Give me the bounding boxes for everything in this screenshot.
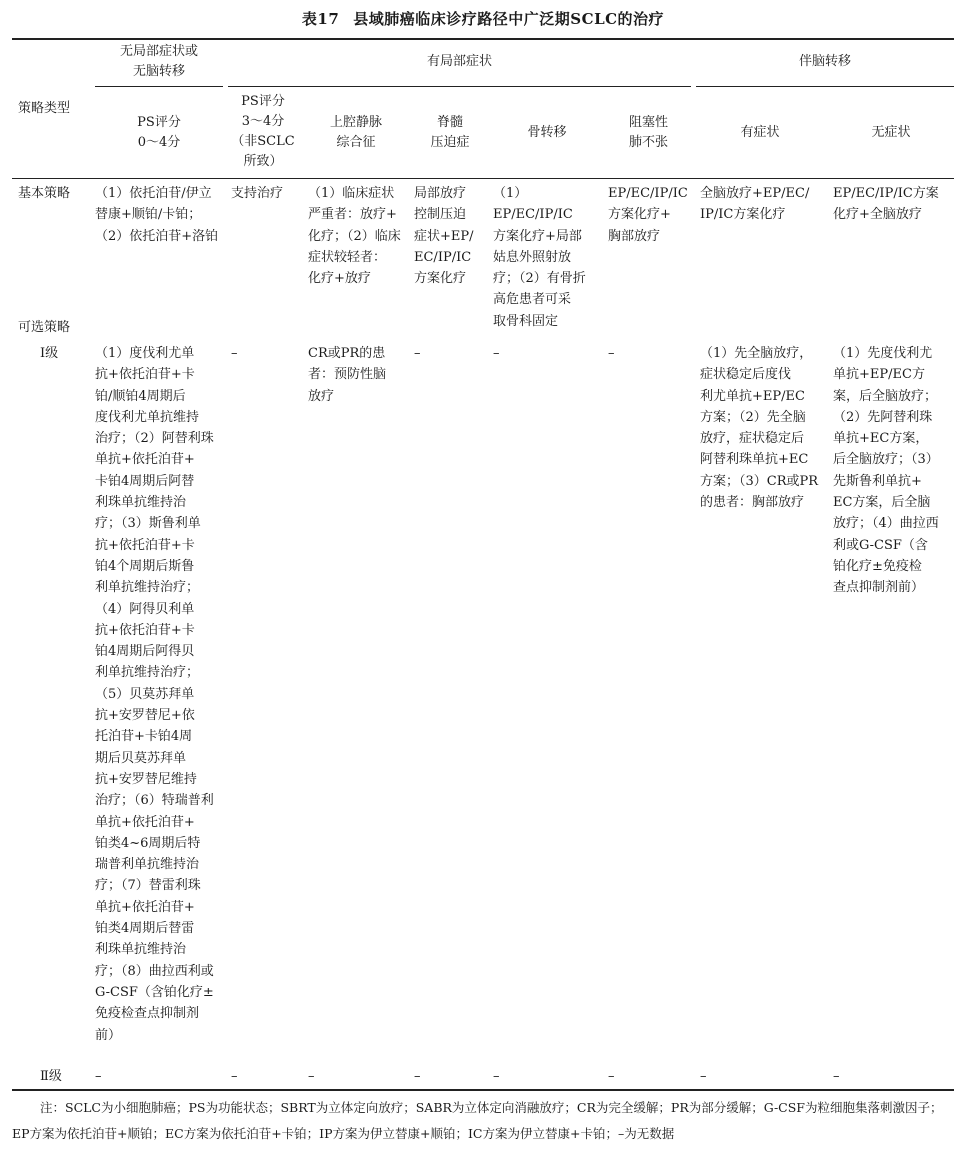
cell-line: 无症状 — [871, 125, 911, 140]
header-group-no-symptom — [95, 42, 223, 82]
cell-line: 利珠单抗维持治 — [95, 942, 187, 958]
cell-line: （1）先度伐利尤 — [833, 346, 933, 361]
level1-ps04 — [95, 343, 225, 1046]
cell-line: 疗；（2）有骨折 — [493, 271, 586, 287]
header-col-symptomatic — [696, 123, 824, 143]
header-group-brain: 伴脑转移 — [798, 54, 851, 69]
cell-line: 疗；（7）替雷利珠 — [95, 878, 201, 894]
cell-line: 查点抑制剂前） — [833, 580, 925, 596]
cell-line: 替康+顺铂/卡铂； — [95, 207, 202, 223]
cell-line: 利单抗维持治疗； — [95, 665, 200, 681]
cell-line: 放疗；（4）曲拉西 — [833, 516, 939, 532]
cell-line: – — [414, 346, 421, 361]
cell-line: IP/IC方案化疗 — [700, 207, 786, 223]
header-col-asymptomatic — [828, 123, 954, 143]
cell-line: 有症状 — [740, 125, 780, 140]
cell-line: – — [493, 346, 500, 361]
row-label-basic: 基本策略 — [18, 186, 71, 201]
cell-line: （4）阿得贝利单 — [95, 601, 195, 617]
cell-line: 疗；（8）曲拉西利或 — [95, 963, 214, 979]
level1-symptomatic — [700, 343, 828, 513]
table-footnote: 注：SCLC为小细胞肺癌；PS为功能状态；SBRT为立体定向放疗；SABR为立体定向消融放疗；CR为完全缓解；PR为部分缓解；G-CSF为粒细胞集落刺激因子；EP方案为依托泊苷+顺铂；EC方案为依托泊苷+卡铂；IP方案为伊立替康+顺铂；IC方案为伊立替康+卡铂；–为无数据 — [12, 1100, 943, 1141]
cell-line: 姑息外照射放 — [493, 249, 572, 265]
cell-line: 阿替利珠单抗+EC — [700, 452, 809, 468]
level1-bone — [493, 343, 605, 364]
cell-line: 卡铂4周期后阿替 — [95, 473, 195, 489]
cell-line: 单抗+依托泊苷+ — [95, 899, 195, 915]
basic-ps04 — [95, 183, 225, 247]
row-label-level1: Ⅰ级 — [40, 346, 59, 361]
bottom-rule — [12, 1089, 954, 1091]
level2-bone: – — [493, 1069, 500, 1084]
cell-line: – — [231, 346, 238, 361]
cell-line: 放疗，症状稳定后 — [700, 431, 805, 447]
cell-line: 利或G-CSF（含 — [833, 537, 928, 553]
cell-line: 0～4分 — [137, 135, 181, 150]
cell-line: 方案化疗+局部 — [493, 228, 582, 244]
cell-line: 取骨科固定 — [493, 313, 559, 329]
cell-line: 单抗+依托泊苷+ — [95, 452, 195, 468]
cell-line: 利尤单抗+EP/EC — [700, 388, 805, 404]
cell-line: 的患者：胸部放疗 — [700, 495, 805, 511]
header-group-local: 有局部症状 — [426, 54, 492, 69]
cell-line: 肺不张 — [628, 135, 668, 150]
cell-line: 单抗+EC方案， — [833, 431, 929, 447]
basic-bone — [493, 183, 605, 332]
group-rule-right — [696, 86, 954, 87]
cell-line: 阻塞性 — [628, 115, 668, 130]
cell-line: （1）临床症状 — [308, 186, 395, 201]
group-rule-middle — [228, 86, 691, 87]
cell-line: （1）度伐利尤单 — [95, 346, 195, 361]
cell-line: – — [608, 346, 615, 361]
row-label-level2: Ⅱ级 — [40, 1069, 62, 1084]
cell-line: 抗+安罗替尼维持 — [95, 771, 197, 787]
cell-line: PS评分 — [241, 94, 285, 109]
cell-line: 化疗；（2）临床 — [308, 228, 401, 244]
cell-line: 抗+依托泊苷+卡 — [95, 537, 195, 553]
header-col-spinal — [412, 113, 488, 153]
cell-line: 铂4周期后阿得贝 — [95, 644, 195, 660]
basic-asymptomatic — [833, 183, 957, 226]
cell-line: 利单抗维持治疗； — [95, 580, 200, 596]
cell-line: EC方案，后全脑 — [833, 495, 931, 511]
cell-line: 单抗+依托泊苷+ — [95, 814, 195, 830]
cell-line: 铂化疗±免疫检 — [833, 558, 922, 574]
cell-line: 案，后全脑放疗； — [833, 388, 938, 404]
level1-asymptomatic — [833, 343, 957, 599]
cell-line: 化疗+全脑放疗 — [833, 207, 922, 223]
basic-symptomatic — [700, 183, 828, 226]
level2-asymptomatic: – — [833, 1069, 840, 1084]
level2-symptomatic: – — [700, 1069, 707, 1084]
basic-svc — [308, 183, 408, 289]
cell-line: 胸部放疗 — [608, 228, 661, 244]
level1-ps34 — [231, 343, 303, 364]
level2-svc: – — [308, 1069, 315, 1084]
cell-line: 综合征 — [336, 135, 376, 150]
cell-line: 所致） — [243, 154, 283, 169]
header-col-svc — [306, 113, 406, 153]
cell-line: 铂/顺铂4周期后 — [95, 388, 186, 404]
cell-line: 利珠单抗维持治 — [95, 495, 187, 511]
cell-line: （1）EP/EC/IP/IC — [493, 186, 573, 223]
level2-ps34: – — [231, 1069, 238, 1084]
cell-line: 症状+EP/ — [414, 228, 474, 244]
cell-line: 上腔静脉 — [329, 115, 382, 130]
cell-line: 度伐利尤单抗维持 — [95, 409, 200, 425]
header-col-ps04 — [95, 113, 223, 153]
cell-line: 无脑转移 — [132, 64, 185, 79]
cell-line: （5）贝莫苏拜单 — [95, 686, 195, 702]
cell-line: 化疗+放疗 — [308, 271, 371, 287]
cell-line: 托泊苷+卡铂4周 — [95, 729, 193, 745]
header-strategy-type: 策略类型 — [18, 101, 71, 116]
cell-line: 铂类4~6周期后特 — [95, 835, 201, 851]
cell-line: 症状稳定后度伐 — [700, 367, 792, 383]
cell-line: 控制压迫 — [414, 207, 467, 223]
cell-line: CR或PR的患 — [308, 346, 386, 361]
cell-line: 治疗；（6）特瑞普利 — [95, 793, 214, 809]
cell-line: 方案化疗 — [414, 271, 467, 287]
cell-line: 方案化疗+ — [608, 207, 671, 223]
cell-line: 抗+依托泊苷+卡 — [95, 367, 195, 383]
cell-line: 前） — [95, 1027, 122, 1043]
cell-line: 支持治疗 — [231, 186, 284, 201]
cell-line: 局部放疗 — [414, 186, 467, 201]
cell-line: 方案；（2）先全脑 — [700, 409, 806, 425]
cell-line: G-CSF（含铂化疗± — [95, 984, 214, 1000]
level1-obstructive — [608, 343, 694, 364]
cell-line: 期后贝莫苏拜单 — [95, 750, 187, 766]
table-caption: 县域肺癌临床诊疗路径中广泛期SCLC的治疗 — [353, 10, 665, 28]
top-rule — [12, 38, 954, 40]
level1-svc — [308, 343, 408, 407]
cell-line: 3～4分 — [241, 114, 285, 129]
cell-line: 脊髓 — [436, 115, 463, 130]
cell-line: 方案；（3）CR或PR — [700, 473, 819, 489]
header-col-ps34 — [228, 92, 298, 172]
basic-obstructive — [608, 183, 694, 247]
cell-line: （2）先阿替利珠 — [833, 409, 933, 425]
cell-line: EC/IP/IC — [414, 249, 472, 265]
row-label-optional: 可选策略 — [18, 320, 71, 335]
cell-line: （1）依托泊苷/伊立 — [95, 186, 212, 201]
cell-line: 瑞普利单抗维持治 — [95, 857, 200, 873]
cell-line: EP/EC/IP/IC方案 — [833, 186, 939, 201]
cell-line: 放疗 — [308, 388, 335, 404]
cell-line: 铂4个周期后斯鲁 — [95, 558, 195, 574]
cell-line: 后全脑放疗；（3） — [833, 452, 939, 468]
cell-line: PS评分 — [137, 115, 181, 130]
cell-line: 严重者：放疗+ — [308, 207, 397, 223]
header-col-obstructive — [606, 113, 691, 153]
cell-line: 全脑放疗+EP/EC/ — [700, 186, 810, 201]
basic-ps34 — [231, 183, 303, 204]
cell-line: 免疫检查点抑制剂 — [95, 1006, 200, 1022]
cell-line: 压迫症 — [430, 135, 470, 150]
cell-line: 铂类4周期后替雷 — [95, 921, 195, 937]
cell-line: 骨转移 — [527, 125, 567, 140]
level2-ps04: – — [95, 1069, 102, 1084]
header-bottom-rule — [12, 178, 954, 179]
group-rule-left — [95, 86, 223, 87]
cell-line: 者：预防性脑 — [308, 367, 387, 383]
level2-spinal: – — [414, 1069, 421, 1084]
cell-line: EP/EC/IP/IC — [608, 186, 688, 201]
cell-line: 先斯鲁利单抗+ — [833, 473, 922, 489]
cell-line: 疗；（3）斯鲁利单 — [95, 516, 201, 532]
cell-line: 治疗；（2）阿替利珠 — [95, 431, 214, 447]
cell-line: （1）先全脑放疗， — [700, 346, 813, 361]
cell-line: 抗+依托泊苷+卡 — [95, 622, 195, 638]
cell-line: 单抗+EP/EC方 — [833, 367, 925, 383]
table-title — [0, 8, 966, 29]
cell-line: （2）依托泊苷+洛铂 — [95, 228, 219, 244]
basic-spinal — [414, 183, 490, 289]
cell-line: （非SCLC — [231, 134, 295, 149]
cell-line: 高危患者可采 — [493, 292, 572, 308]
cell-line: 抗+安罗替尼+依 — [95, 708, 195, 724]
cell-line: 无局部症状或 — [119, 44, 198, 59]
table-number: 表17 — [301, 10, 340, 28]
header-col-bone — [492, 123, 602, 143]
level2-obstructive: – — [608, 1069, 615, 1084]
cell-line: 症状较轻者： — [308, 249, 387, 265]
level1-spinal — [414, 343, 490, 364]
